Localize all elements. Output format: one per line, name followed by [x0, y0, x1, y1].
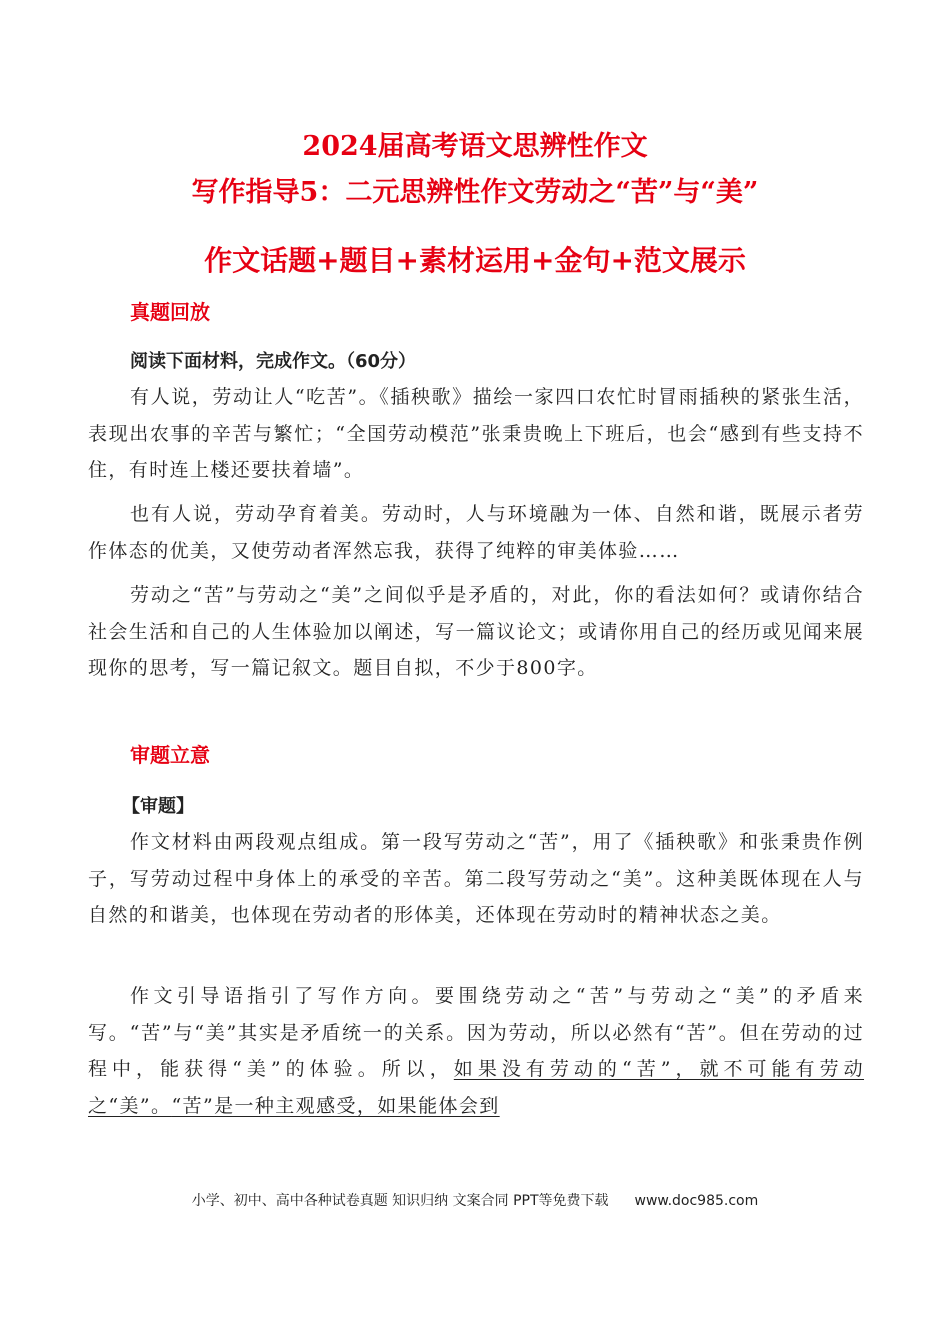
underlined-text-2: “苦”是一种主观感受，如果能体会到	[171, 1094, 500, 1117]
underlined-text-1: 如果没有劳动的“苦”，就不可能有劳动之“美”。	[88, 1058, 865, 1117]
page-footer	[0, 1190, 950, 1210]
title-line-1: 2024届高考语文思辨性作文	[302, 131, 648, 162]
analysis-paragraph-2	[88, 978, 864, 1124]
analysis-paragraph-1: 作文材料由两段观点组成。第一段写劳动之“苦”，用了《插秧歌》和张秉贵作例子，写劳动过程中身体上的承受的辛苦。第二段写劳动之“美”。这种美既体现在人与自然的和谐美，也体现在劳动者的形体美，还体现在劳动时的精神状态之美。	[88, 831, 864, 926]
section-heading-zhenti: 真题回放	[130, 300, 210, 324]
section-heading-shenti: 审题立意	[130, 743, 210, 767]
title-line-2: 写作指导5：二元思辨性作文劳动之“苦”与“美”	[191, 177, 759, 208]
title-line-3: 作文话题+题目+素材运用+金句+范文展示	[204, 244, 746, 277]
material-paragraph-2: 也有人说，劳动孕育着美。劳动时，人与环境融为一体、自然和谐，既展示者劳作体态的优美，又使劳动者浑然忘我，获得了纯粹的审美体验……	[88, 503, 864, 562]
analysis-plain-text: 作文引导语指引了写作方向。要围绕劳动之“苦”与劳动之“美”的矛盾来写。“苦”与“美”其实是矛盾统一的关系。因为劳动，所以必然有“苦”。但在劳动的过程中，能获得“美”的体验。所以，	[88, 985, 864, 1080]
subheading-shenti: 【审题】	[122, 796, 194, 817]
material-paragraph-1: 有人说，劳动让人“吃苦”。《插秧歌》描绘一家四口农忙时冒雨插秧的紧张生活，表现出农事的辛苦与繁忙；“全国劳动模范”张秉贵晚上下班后，也会“感到有些支持不住，有时连上楼还要扶着墙”。	[88, 386, 864, 481]
footer-text: 小学、初中、高中各种试卷真题 知识归纳 文案合同 PPT等免费下载	[191, 1193, 609, 1209]
footer-site: www.doc985.com	[634, 1193, 759, 1209]
material-paragraph-3: 劳动之“苦”与劳动之“美”之间似乎是矛盾的，对此，你的看法如何？或请你结合社会生活和自己的人生体验加以阐述，写一篇议论文；或请你用自己的经历或见闻来展现你的思考，写一篇记叙文。题目自拟，不少于800字。	[88, 584, 864, 679]
instruction-text: 阅读下面材料，完成作文。（60分）	[130, 351, 417, 372]
